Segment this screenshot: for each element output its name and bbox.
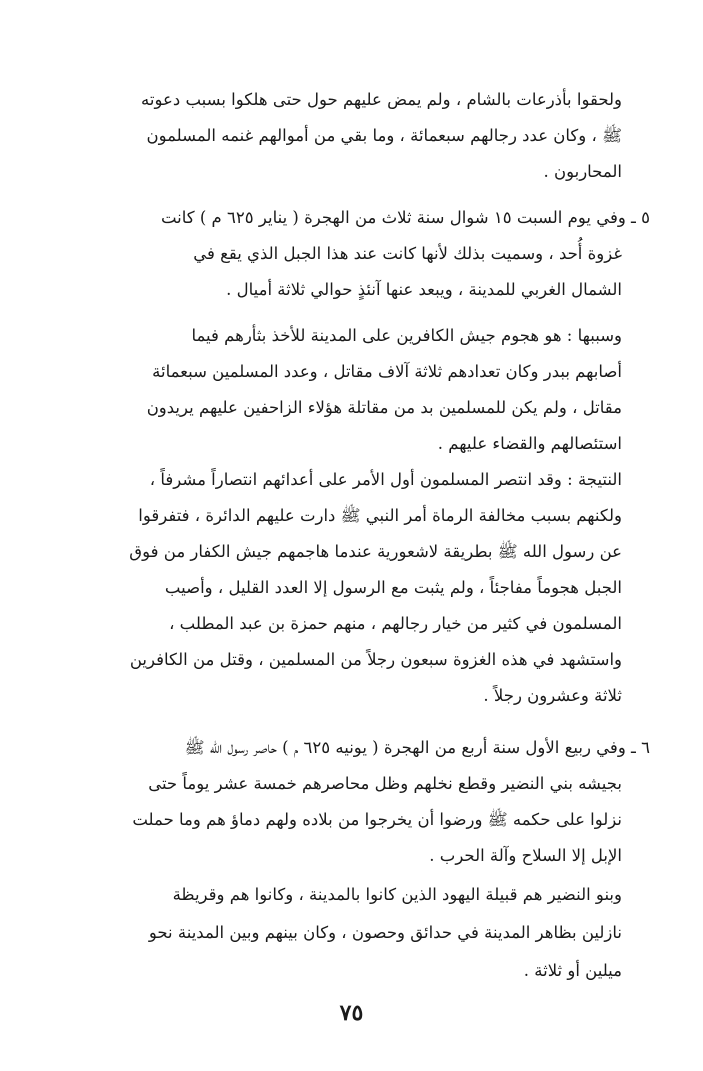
text-line: الجبل هجوماً مفاجئاً ، ولم يثبت مع الرسول إلا العدد القليل ، وأصيب [164,578,622,597]
paragraph-continuation [82,82,622,190]
list-item-5 [82,200,650,308]
text-line: نازلين بظاهر المدينة في حدائق وحصون ، وكان بينهم وبين المدينة نحو [148,923,622,942]
text-line: وسببها : هو هجوم جيش الكافرين على المدينة للأخذ بثأرهم فيما [191,326,622,345]
paragraph-cause [82,318,622,462]
text-line: ﷺ ، وكان عدد رجالهم سبعمائة ، وما بقي من أموالهم غنمه المسلمون [146,126,622,145]
paragraph-nadir [82,876,622,990]
text-line: بجيشه بني النضير وقطع نخلهم وظل محاصرهم خمسة عشر يوماً حتى [148,774,622,793]
text-line: ولحقوا بأذرعات بالشام ، ولم يمض عليهم حول حتى هلكوا بسبب دعوته [141,90,622,109]
text-line: المسلمون في كثير من خيار رجالهم ، منهم حمزة بن عبد المطلب ، [169,614,622,633]
list-item-6 [82,730,650,874]
text-line: الشمال الغربي للمدينة ، ويبعد عنها آنئذٍ حوالي ثلاثة أميال . [226,280,622,299]
text-line: وبنو النضير هم قبيلة اليهود الذين كانوا بالمدينة ، وكانوا هم وقريظة [172,885,622,904]
text-line: ٦ ـ وفي ربيع الأول سنة أربع من الهجرة ( يونيه ٦٢٥ م ) حاصر رسول الله ﷺ [184,738,650,757]
paragraph-result [82,462,622,714]
text-line: نزلوا على حكمه ﷺ ورضوا أن يخرجوا من بلاده ولهم دماؤ هم وما حملت [132,810,622,829]
text-line: مقاتل ، ولم يكن للمسلمين بد من مقاتلة هؤلاء الزاحفين عليهم يريدون [146,398,622,417]
text-line: ٥ ـ وفي يوم السبت ١٥ شوال سنة ثلاث من الهجرة ( يناير ٦٢٥ م ) كانت [160,208,650,227]
text-line: ولكنهم بسبب مخالفة الرماة أمر النبي ﷺ دارت عليهم الدائرة ، فتفرقوا [138,506,622,525]
text-line: ميلين أو ثلاثة . [523,961,622,980]
text-line: أصابهم ببدر وكان تعدادهم ثلاثة آلاف مقاتل ، وعدد المسلمين سبعمائة [152,362,622,381]
text-line: النتيجة : وقد انتصر المسلمون أول الأمر على أعدائهم انتصاراً مشرفاً ، [149,470,622,489]
text-line: المحاربون . [543,162,622,181]
text-line: واستشهد في هذه الغزوة سبعون رجلاً من المسلمين ، وقتل من الكافرين [129,650,622,669]
text-line: استئصالهم والقضاء عليهم . [437,434,622,453]
text-line: ثلاثة وعشرون رجلاً . [483,686,622,705]
text-line: الإبل إلا السلاح وآلة الحرب . [429,846,622,865]
page-number: ٧٥ [339,1000,364,1026]
text-line: عن رسول الله ﷺ بطريقة لاشعورية عندما هاجمهم جيش الكفار من فوق [129,542,622,561]
text-line: غزوة أُحد ، وسميت بذلك لأنها كانت عند هذا الجبل الذي يقع في [193,244,622,263]
